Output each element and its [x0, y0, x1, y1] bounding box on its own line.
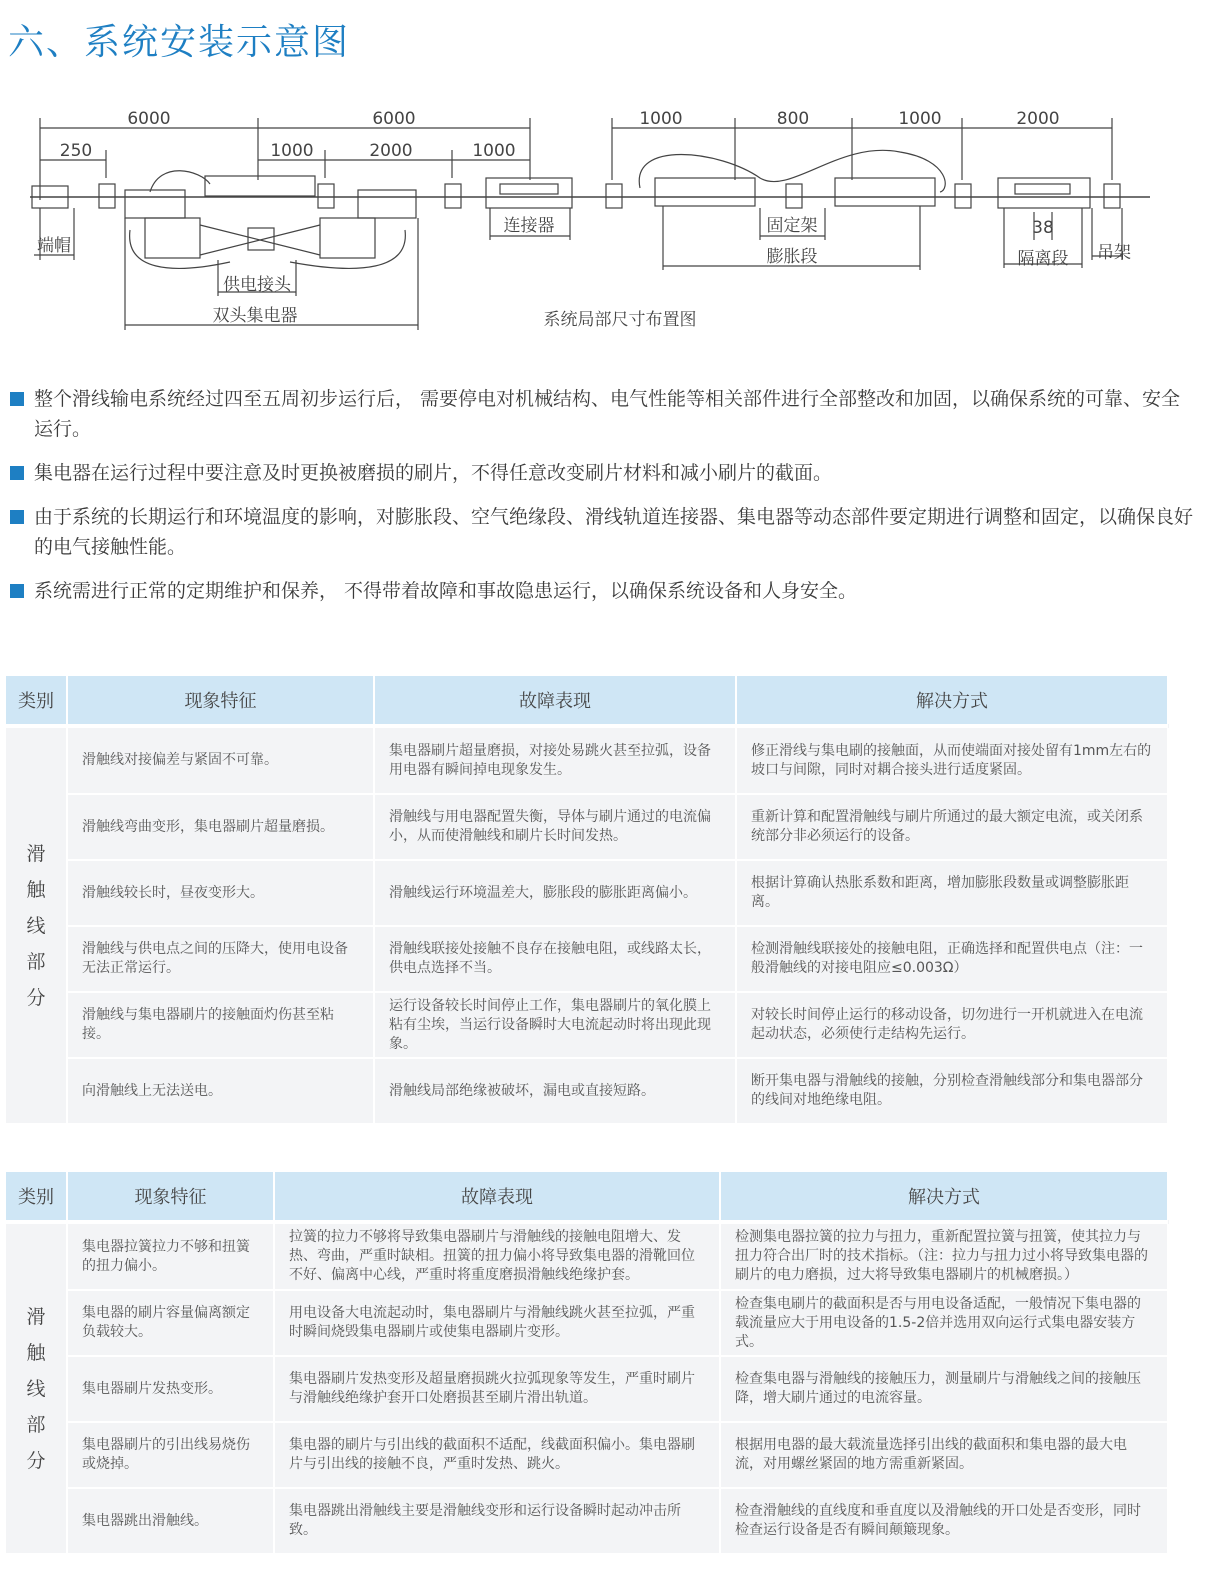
bullet-square-icon — [10, 466, 24, 480]
fault-cell: 运行设备较长时间停止工作，集电器刷片的氧化膜上粘有尘埃，当运行设备瞬时大电流起动时将出现此现象。 — [374, 992, 736, 1058]
table-row — [6, 1224, 1168, 1290]
header-symptom: 现象特征 — [67, 676, 374, 724]
dim-6000-b: 6000 — [372, 109, 416, 129]
header-solution: 解决方式 — [736, 676, 1168, 724]
note-item: 由于系统的长期运行和环境温度的影响，对膨胀段、空气绝缘段、滑线轨道连接器、集电器等动态部件要定期进行调整和固定，以确保良好的电气接触性能。 — [8, 502, 1198, 562]
bullet-square-icon — [10, 392, 24, 406]
solution-cell: 检查集电器与滑触线的接触压力，测量刷片与滑触线之间的接触压降，增大刷片通过的电流容量。 — [720, 1356, 1168, 1422]
expansion-label: 膨胀段 — [766, 247, 818, 267]
table-header-row — [6, 1172, 1168, 1220]
dim-1000-b: 1000 — [898, 109, 942, 129]
header-category: 类别 — [6, 676, 67, 724]
solution-cell: 检测集电器拉簧的拉力与扭力，重新配置拉簧与扭簧，使其拉力与扭力符合出厂时的技术指标。（注：拉力与扭力过小将导致集电器的刷片的电力磨损，过大将导致集电器刷片的机械磨损。） — [720, 1224, 1168, 1290]
category-cell: 滑 触 线 部 分 — [6, 728, 67, 1124]
double-collector-label: 双头集电器 — [212, 306, 298, 326]
symptom-cell: 滑触线对接偏差与紧固不可靠。 — [67, 728, 374, 794]
hanger-label: 吊架 — [1097, 243, 1131, 263]
installation-diagram — [0, 100, 1206, 350]
fault-cell: 滑触线运行环境温差大，膨胀段的膨胀距离偏小。 — [374, 860, 736, 926]
solution-cell: 检测滑触线联接处的接触电阻，正确选择和配置供电点（注：一般滑触线的对接电阻应≤0.003Ω） — [736, 926, 1168, 992]
diagram-caption: 系统局部尺寸布置图 — [543, 310, 697, 330]
fault-cell: 集电器刷片发热变形及超量磨损跳火拉弧现象等发生，严重时刷片与滑触线绝缘护套开口处磨损甚至刷片滑出轨道。 — [274, 1356, 720, 1422]
symptom-cell: 集电器拉簧拉力不够和扭簧的扭力偏小。 — [67, 1224, 274, 1290]
table-row — [6, 1488, 1168, 1554]
isolation-label: 隔离段 — [1017, 249, 1069, 269]
dim-1000-a: 1000 — [639, 109, 683, 129]
table-row — [6, 1290, 1168, 1356]
connector-label: 连接器 — [503, 216, 555, 236]
maintenance-notes — [8, 384, 1198, 620]
symptom-cell: 集电器刷片的引出线易烧伤或烧掉。 — [67, 1422, 274, 1488]
fault-cell: 集电器跳出滑触线主要是滑触线变形和运行设备瞬时起动冲击所致。 — [274, 1488, 720, 1554]
fault-cell: 集电器刷片超量磨损，对接处易跳火甚至拉弧，设备用电器有瞬间掉电现象发生。 — [374, 728, 736, 794]
dim-6000-a: 6000 — [127, 109, 171, 129]
fault-cell: 滑触线局部绝缘被破坏，漏电或直接短路。 — [374, 1058, 736, 1124]
table-row — [6, 1058, 1168, 1124]
solution-cell: 检查集电刷片的截面积是否与用电设备适配，一般情况下集电器的载流量应大于用电设备的1.5-2倍并选用双向运行式集电器安装方式。 — [720, 1290, 1168, 1356]
dim-2000-b: 2000 — [369, 141, 413, 161]
fault-cell: 集电器的刷片与引出线的截面积不适配，线截面积偏小。集电器刷片与引出线的接触不良，严重时发热、跳火。 — [274, 1422, 720, 1488]
table-row — [6, 1422, 1168, 1488]
fixed-bracket-label: 固定架 — [766, 216, 818, 236]
solution-cell: 根据用电器的最大载流量选择引出线的截面积和集电器的最大电流，对用螺丝紧固的地方需重新紧固。 — [720, 1422, 1168, 1488]
fault-cell: 滑触线联接处接触不良存在接触电阻，或线路太长，供电点选择不当。 — [374, 926, 736, 992]
solution-cell: 断开集电器与滑触线的接触，分别检查滑触线部分和集电器部分的线间对地绝缘电阻。 — [736, 1058, 1168, 1124]
solution-cell: 重新计算和配置滑触线与刷片所通过的最大额定电流，或关闭系统部分非必须运行的设备。 — [736, 794, 1168, 860]
symptom-cell: 滑触线与供电点之间的压降大，使用电设备无法正常运行。 — [67, 926, 374, 992]
fault-cell: 拉簧的拉力不够将导致集电器刷片与滑触线的接触电阻增大、发热、弯曲，严重时缺相。扭簧的扭力偏小将导致集电器的滑靴回位不好、偏离中心线，严重时将重度磨损滑触线绝缘护套。 — [274, 1224, 720, 1290]
bullet-square-icon — [10, 510, 24, 524]
dim-1000-c: 1000 — [270, 141, 314, 161]
symptom-cell: 集电器刷片发热变形。 — [67, 1356, 274, 1422]
symptom-cell: 集电器跳出滑触线。 — [67, 1488, 274, 1554]
table-row — [6, 860, 1168, 926]
bullet-square-icon — [10, 584, 24, 598]
table-row — [6, 1356, 1168, 1422]
header-fault: 故障表现 — [274, 1172, 720, 1220]
note-item: 系统需进行正常的定期维护和保养， 不得带着故障和事故隐患运行，以确保系统设备和人身安全。 — [8, 576, 1198, 606]
symptom-cell: 向滑触线上无法送电。 — [67, 1058, 374, 1124]
dim-800: 800 — [776, 109, 810, 129]
symptom-cell: 滑触线较长时，昼夜变形大。 — [67, 860, 374, 926]
note-item: 集电器在运行过程中要注意及时更换被磨损的刷片，不得任意改变刷片材料和减小刷片的截面。 — [8, 458, 1198, 488]
fault-cell: 滑触线与用电器配置失衡，导体与刷片通过的电流偏小，从而使滑触线和刷片长时间发热。 — [374, 794, 736, 860]
category-cell: 滑 触 线 部 分 — [6, 1224, 67, 1554]
table-row — [6, 794, 1168, 860]
collector-fault-table — [6, 1172, 1169, 1555]
symptom-cell: 集电器的刷片容量偏离额定负载较大。 — [67, 1290, 274, 1356]
symptom-cell: 滑触线弯曲变形，集电器刷片超量磨损。 — [67, 794, 374, 860]
header-solution: 解决方式 — [720, 1172, 1168, 1220]
header-fault: 故障表现 — [374, 676, 736, 724]
symptom-cell: 滑触线与集电器刷片的接触面灼伤甚至粘接。 — [67, 992, 374, 1058]
dim-2000-a: 2000 — [1016, 109, 1060, 129]
table-row — [6, 992, 1168, 1058]
end-cap-label: 端帽 — [37, 236, 71, 256]
header-symptom: 现象特征 — [67, 1172, 274, 1220]
table-header-row — [6, 676, 1168, 724]
solution-cell: 根据计算确认热胀系数和距离，增加膨胀段数量或调整膨胀距离。 — [736, 860, 1168, 926]
solution-cell: 对较长时间停止运行的移动设备，切勿进行一开机就进入在电流起动状态，必须使行走结构先运行。 — [736, 992, 1168, 1058]
note-item: 整个滑线输电系统经过四至五周初步运行后， 需要停电对机械结构、电气性能等相关部件进行全部整改和加固，以确保系统的可靠、安全运行。 — [8, 384, 1198, 444]
header-category: 类别 — [6, 1172, 67, 1220]
table-row — [6, 728, 1168, 794]
fault-cell: 用电设备大电流起动时，集电器刷片与滑触线跳火甚至拉弧，严重时瞬间烧毁集电器刷片或使集电器刷片变形。 — [274, 1290, 720, 1356]
feed-joint-label: 供电接头 — [223, 275, 291, 295]
solution-cell: 修正滑线与集电刷的接触面，从而使端面对接处留有1mm左右的坡口与间隙，同时对耦合接头进行适度紧固。 — [736, 728, 1168, 794]
dim-1000-d: 1000 — [472, 141, 516, 161]
page-title: 六、系统安装示意图 — [8, 22, 351, 63]
solution-cell: 检查滑触线的直线度和垂直度以及滑触线的开口处是否变形，同时检查运行设备是否有瞬间颠簸现象。 — [720, 1488, 1168, 1554]
dim-250: 250 — [59, 141, 93, 161]
dim-38: 38 — [1032, 218, 1054, 238]
rail-fault-table — [6, 676, 1169, 1125]
table-row — [6, 926, 1168, 992]
